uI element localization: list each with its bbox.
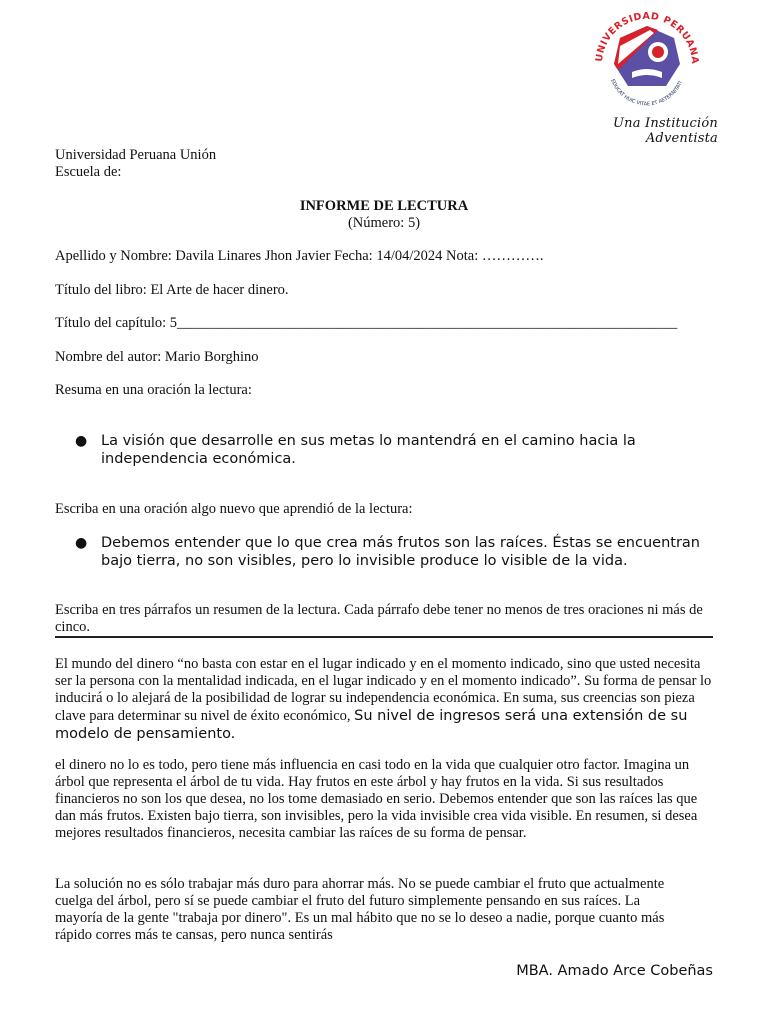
student-name-field: Apellido y Nombre: Davila Linares Jhon Javier Fecha: 14/04/2024 Nota: …………. (55, 248, 544, 264)
university-seal-icon (588, 6, 706, 118)
university-logo (588, 6, 706, 118)
svg-text:EDUCAT HUIC VITAE ET AETERNITA: EDUCAT HUIC VITAE ET AETERNITATI (609, 78, 684, 108)
university-name: Universidad Peruana Unión (55, 147, 217, 163)
institution-tagline: Una Institución Adventista (612, 116, 718, 146)
summary-paragraph-2: el dinero no lo es todo, pero tiene más influencia en casi todo en la vida que cualquier otro factor. Imagina un árbol que representa el árbol de tu vida. Hay frutos en este árbol y hay frutos en la vida. Si sus resultados financieros no son los que desea, no los tome demasiado en serio. Debemos entender que son las raíces las que dan más frutos. Existen bajo tierra, son invisibles, pero la vida invisible crea vida visible. En resumen, si desea mejores resultados financieros, necesita cambiar las raíces de su forma de pensar. (55, 757, 698, 841)
paragraphs-prompt: Escriba en tres párrafos un resumen de la lectura. Cada párrafo debe tener no menos de tres oraciones ni más de cinco. (55, 602, 703, 635)
summary-paragraph-1 (55, 656, 715, 743)
report-title: INFORME DE LECTURA (299, 198, 469, 214)
summary-text: La visión que desarrolle en sus metas lo mantendrá en el camino hacia la independencia económica. (101, 433, 636, 467)
author-field: Nombre del autor: Mario Borghino (55, 349, 259, 365)
learned-text: Debemos entender que lo que crea más frutos son las raíces. Éstas se encuentran bajo tierra, no son visibles, pero lo invisible produce lo visible de la vida. (101, 535, 700, 569)
paragraph-1-text: El mundo del dinero “no basta con estar en el lugar indicado y en el momento indicado, sino que usted necesita ser la persona con la mentalidad indicada, en el lugar indicado y en el momento indicado”. Su forma de pensar lo inducirá o lo alejará de la posibilidad de lograr su independencia económica. En suma, sus creencias son pieza clave para determinar su nivel de éxito económico, (55, 656, 712, 724)
bullet-icon: ● (75, 535, 88, 551)
report-number: (Número: 5) (347, 215, 421, 231)
book-title-field: Título del libro: El Arte de hacer dinero. (55, 282, 289, 298)
summary-paragraph-3: La solución no es sólo trabajar más duro para ahorrar más. No se puede cambiar el fruto que actualmente cuelga del árbol, pero sí se puede cambiar el fruto del futuro simplemente pensando en sus raíces. La mayoría de la gente "trabaja por dinero". Es un mal hábito que no se lo deseo a nadie, porque cuanto más rápido corres más te cansas, pero nunca sentirás (55, 876, 665, 943)
summary-prompt: Resuma en una oración la lectura: (55, 382, 252, 398)
paragraph-1-highlight: Su nivel de ingresos será una extensión de su modelo de pensamiento. (55, 708, 688, 742)
chapter-title-field: Título del capítulo: 5_____________________________________________________________________ (55, 315, 678, 331)
divider-line (55, 636, 713, 638)
svg-text:UNIVERSIDAD PERUANA UNION: UNIVERSIDAD PERUANA (593, 10, 701, 65)
learned-prompt: Escriba en una oración algo nuevo que aprendió de la lectura: (55, 501, 413, 517)
report-title-block (0, 198, 768, 232)
school-label: Escuela de: (55, 164, 122, 180)
learned-bullet (55, 534, 705, 570)
footer-signature: MBA. Amado Arce Cobeñas (516, 963, 713, 979)
bullet-icon: ● (75, 433, 88, 449)
institution-block (55, 147, 216, 181)
summary-bullet (55, 432, 695, 468)
